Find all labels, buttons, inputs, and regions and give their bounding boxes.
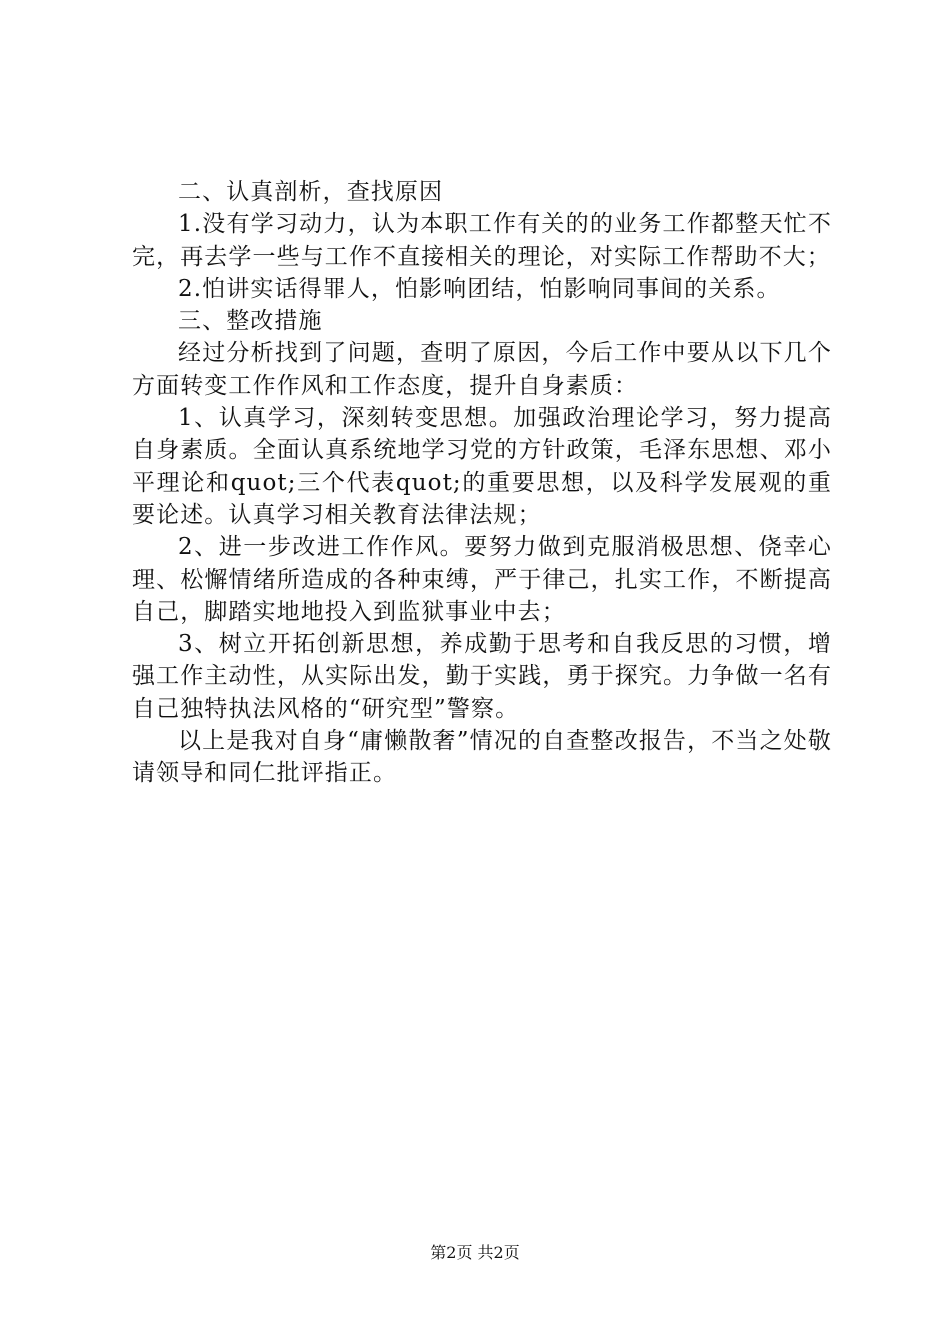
document-body [132, 176, 832, 790]
section-heading-measures: 三、整改措施 [178, 308, 323, 335]
paragraph-cause-2: 2.怕讲实话得罪人，怕影响团结，怕影响同事间的关系。 [178, 275, 781, 302]
section-heading-analysis: 二、认真剖析，查找原因 [178, 179, 444, 205]
paragraph-measure-2: 2、进一步改进工作作风。要努力做到克服消极思想、侥幸心理、松懈情绪所造成的各种束缚，严于律己，扎实工作，不断提高自己，脚踏实地地投入到监狱事业中去； [132, 534, 832, 625]
paragraph-conclusion: 以上是我对自身“庸懒散奢”情况的自查整改报告，不当之处敬请领导和同仁批评指正。 [132, 728, 832, 787]
paragraph-measure-3: 3、树立开拓创新思想，养成勤于思考和自我反思的习惯，增强工作主动性，从实际出发，勤于实践，勇于探究。力争做一名有自己独特执法风格的“研究型”警察。 [132, 631, 832, 722]
paragraph-cause-1: 1.没有学习动力，认为本职工作有关的的业务工作都整天忙不完，再去学一些与工作不直接相关的理论，对实际工作帮助不大； [132, 211, 832, 270]
paragraph-measures-intro: 经过分析找到了问题，查明了原因，今后工作中要从以下几个方面转变工作作风和工作态度，提升自身素质： [132, 340, 832, 399]
paragraph-measure-1: 1、认真学习，深刻转变思想。加强政治理论学习，努力提高自身素质。全面认真系统地学习党的方针政策，毛泽东思想、邓小平理论和quot;三个代表quot;的重要思想，以及科学发展观的重要论述。认真学习相关教育法律法规； [132, 405, 832, 528]
page-number-footer: 第2页 共2页 [430, 1243, 520, 1262]
